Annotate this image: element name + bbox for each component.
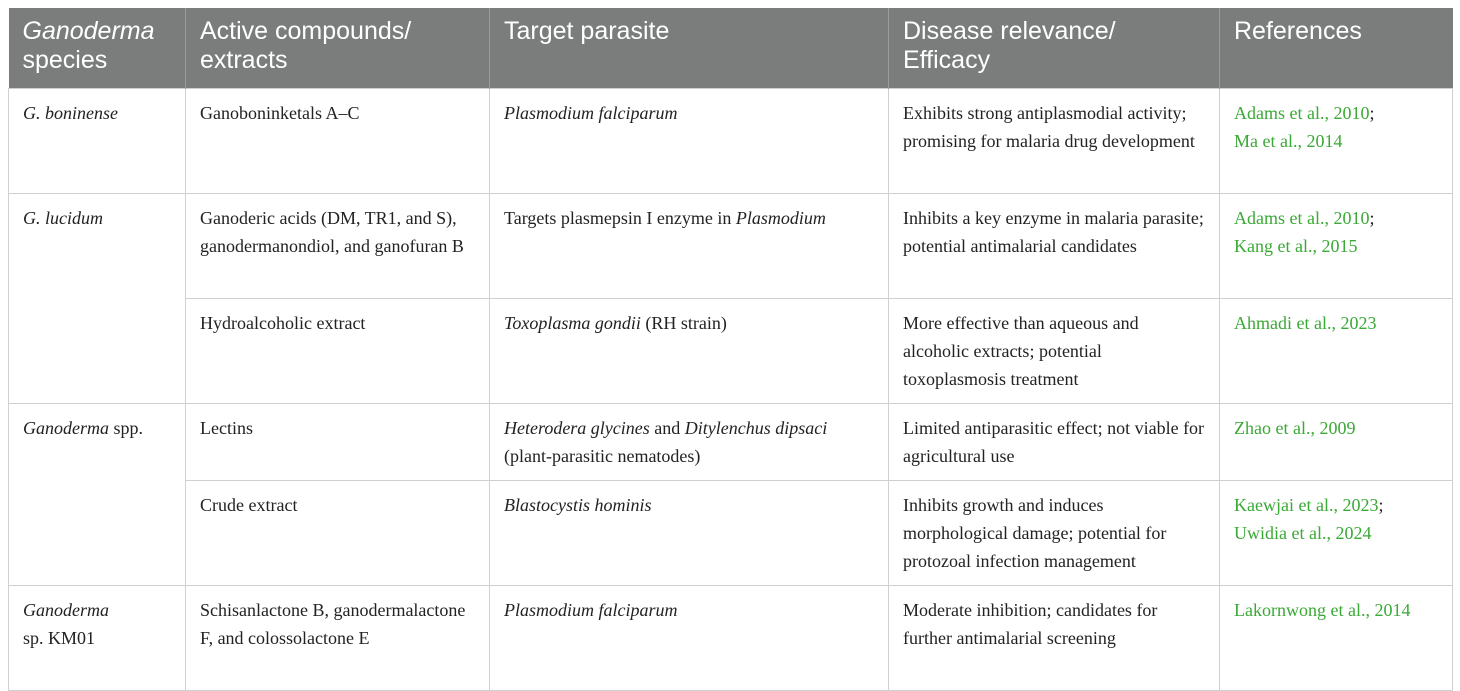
ganoderma-antiparasitic-table xyxy=(8,8,1453,691)
species-genus: Ganoderma xyxy=(23,418,109,438)
target-cell xyxy=(490,586,889,691)
table-row xyxy=(9,194,1453,299)
disease-cell: Moderate inhibition; candidates for further antimalarial screening xyxy=(889,586,1220,691)
target-cell xyxy=(490,299,889,404)
species-suffix: spp. xyxy=(109,418,144,438)
target-cell xyxy=(490,194,889,299)
target-cell xyxy=(490,404,889,481)
target-name: Plasmodium falciparum xyxy=(504,600,678,620)
header-references: References xyxy=(1220,8,1453,89)
target-cell xyxy=(490,481,889,586)
species-name: G. boninense xyxy=(23,103,118,123)
disease-cell: Inhibits a key enzyme in malaria parasite; potential antimalarial candidates xyxy=(889,194,1220,299)
table-row xyxy=(9,481,1453,586)
disease-cell: Inhibits growth and induces morphological damage; potential for protozoal infection management xyxy=(889,481,1220,586)
target-name: Plasmodium xyxy=(735,208,826,228)
compounds-cell: Ganoderic acids (DM, TR1, and S), ganodermanondiol, and ganofuran B xyxy=(186,194,490,299)
disease-cell: More effective than aqueous and alcoholic extracts; potential toxoplasmosis treatment xyxy=(889,299,1220,404)
references-cell xyxy=(1220,299,1453,404)
target-name: Ditylenchus dipsaci xyxy=(684,418,828,438)
reference-link[interactable]: Kang et al., 2015 xyxy=(1234,236,1358,256)
disease-cell: Exhibits strong antiplasmodial activity; promising for malaria drug development xyxy=(889,89,1220,194)
references-cell xyxy=(1220,194,1453,299)
reference-link[interactable]: Adams et al., 2010 xyxy=(1234,208,1370,228)
header-disease: Disease relevance/ Efficacy xyxy=(889,8,1220,89)
species-cell xyxy=(9,89,186,194)
references-cell xyxy=(1220,481,1453,586)
species-suffix: sp. KM01 xyxy=(23,628,96,648)
header-species-word: species xyxy=(22,46,108,74)
table-row xyxy=(9,89,1453,194)
target-name: Toxoplasma gondii xyxy=(504,313,641,333)
target-text: Targets plasmepsin I enzyme in xyxy=(504,208,736,228)
references-cell xyxy=(1220,89,1453,194)
header-species xyxy=(9,8,186,89)
species-genus: Ganoderma xyxy=(23,600,109,620)
reference-link[interactable]: Zhao et al., 2009 xyxy=(1234,418,1356,438)
reference-link[interactable]: Lakornwong et al., 2014 xyxy=(1234,600,1411,620)
table-body xyxy=(9,89,1453,691)
species-cell xyxy=(9,194,186,404)
header-compounds: Active compounds/ extracts xyxy=(186,8,490,89)
disease-cell: Limited antiparasitic effect; not viable for agricultural use xyxy=(889,404,1220,481)
target-name: Plasmodium falciparum xyxy=(504,103,678,123)
table-row xyxy=(9,586,1453,691)
species-cell xyxy=(9,404,186,586)
header-target: Target parasite xyxy=(490,8,889,89)
compounds-cell: Hydroalcoholic extract xyxy=(186,299,490,404)
target-conjunction: and xyxy=(649,418,685,438)
compounds-cell: Lectins xyxy=(186,404,490,481)
compounds-cell: Ganoboninketals A–C xyxy=(186,89,490,194)
reference-link[interactable]: Adams et al., 2010 xyxy=(1234,103,1370,123)
species-cell xyxy=(9,586,186,691)
reference-link[interactable]: Kaewjai et al., 2023 xyxy=(1234,495,1379,515)
reference-link[interactable]: Ahmadi et al., 2023 xyxy=(1234,313,1377,333)
references-cell xyxy=(1220,586,1453,691)
header-row xyxy=(9,8,1453,89)
species-table-container xyxy=(8,8,1452,691)
header-species-genus: Ganoderma xyxy=(22,17,155,45)
reference-separator: ; xyxy=(1378,495,1384,515)
target-cell xyxy=(490,89,889,194)
table-header xyxy=(9,8,1453,89)
target-text: (plant-parasitic nematodes) xyxy=(504,446,701,466)
species-name: G. lucidum xyxy=(23,208,103,228)
compounds-cell: Crude extract xyxy=(186,481,490,586)
target-name: Blastocystis hominis xyxy=(504,495,652,515)
reference-separator: ; xyxy=(1369,103,1375,123)
table-row xyxy=(9,404,1453,481)
reference-link[interactable]: Uwidia et al., 2024 xyxy=(1234,523,1372,543)
target-text: (RH strain) xyxy=(640,313,727,333)
references-cell xyxy=(1220,404,1453,481)
reference-link[interactable]: Ma et al., 2014 xyxy=(1234,131,1343,151)
target-name: Heterodera glycines xyxy=(504,418,650,438)
compounds-cell: Schisanlactone B, ganodermalactone F, and colossolactone E xyxy=(186,586,490,691)
table-row xyxy=(9,299,1453,404)
reference-separator: ; xyxy=(1369,208,1375,228)
